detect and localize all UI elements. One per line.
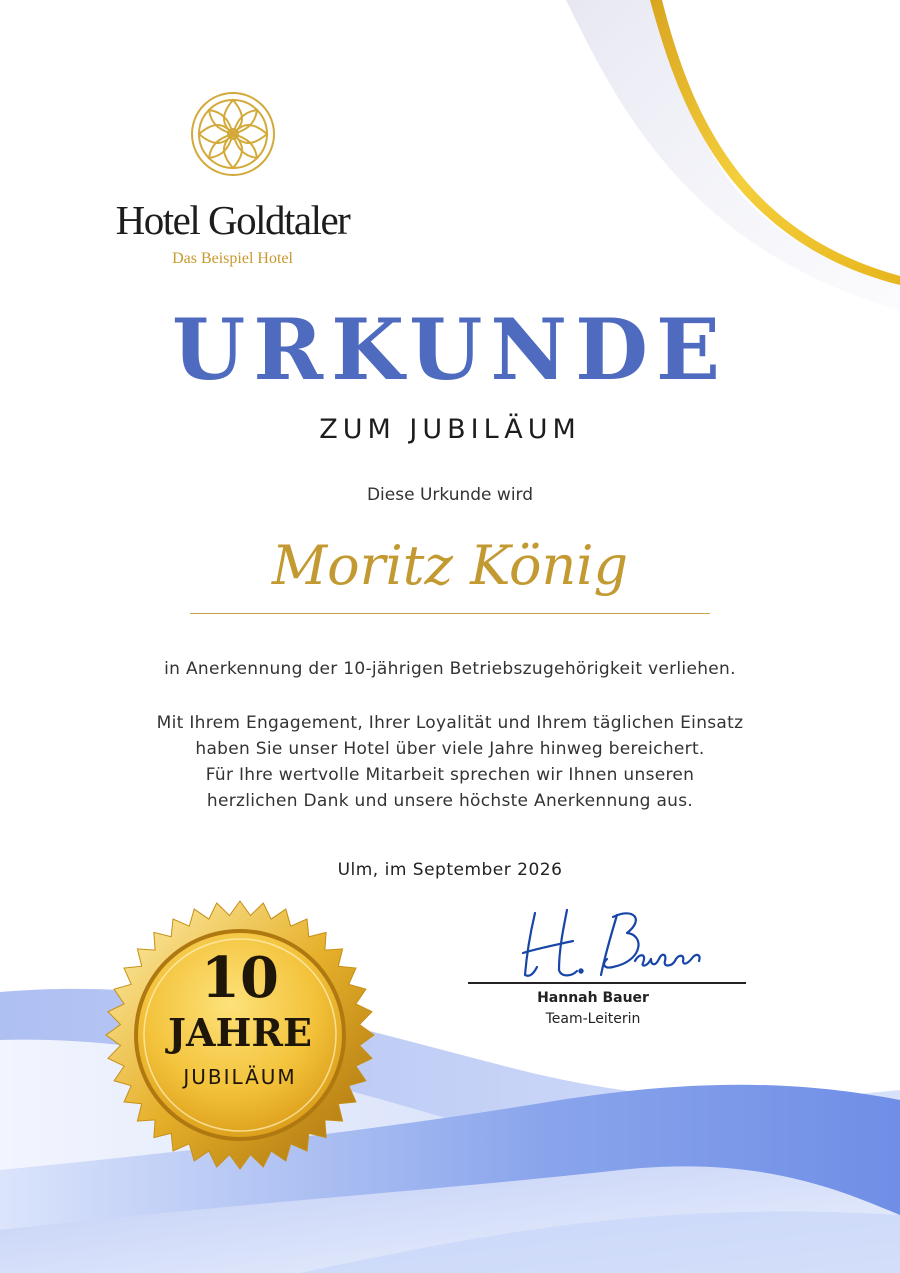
body-paragraph bbox=[60, 710, 840, 814]
certificate-title: URKUNDE bbox=[172, 300, 728, 399]
body-line: haben Sie unser Hotel über viele Jahre hinweg bereichert. bbox=[195, 739, 705, 759]
body-line: Für Ihre wertvolle Mitarbeit sprechen wir Ihnen unseren bbox=[205, 765, 695, 785]
intro-text: Diese Urkunde wird bbox=[366, 485, 534, 505]
ornament-medallion-icon bbox=[189, 90, 277, 178]
signer-name: Hannah Bauer bbox=[537, 990, 649, 1006]
name-underline bbox=[190, 613, 710, 614]
signer-role: Team-Leiterin bbox=[545, 1011, 641, 1027]
body-line: Mit Ihrem Engagement, Ihrer Loyalität und Ihrem täglichen Einsatz bbox=[156, 713, 744, 733]
anniversary-seal bbox=[100, 895, 380, 1175]
reason-text: in Anerkennung der 10-jährigen Betriebszugehörigkeit verliehen. bbox=[164, 659, 736, 679]
seal-number: 10 bbox=[201, 945, 279, 1011]
signature-line bbox=[468, 982, 746, 984]
certificate-subtitle: ZUM JUBILÄUM bbox=[319, 414, 581, 445]
recipient-name: Moritz König bbox=[271, 534, 629, 597]
body-line: herzlichen Dank und unsere höchste Anerkennung aus. bbox=[206, 791, 694, 811]
place-date: Ulm, im September 2026 bbox=[337, 860, 563, 880]
handwritten-signature bbox=[515, 905, 715, 985]
hotel-subtitle: Das Beispiel Hotel bbox=[172, 250, 293, 267]
seal-caption: JUBILÄUM bbox=[183, 1065, 297, 1089]
hotel-name: Hotel Goldtaler bbox=[115, 197, 350, 243]
seal-label: JAHRE bbox=[168, 1010, 312, 1055]
